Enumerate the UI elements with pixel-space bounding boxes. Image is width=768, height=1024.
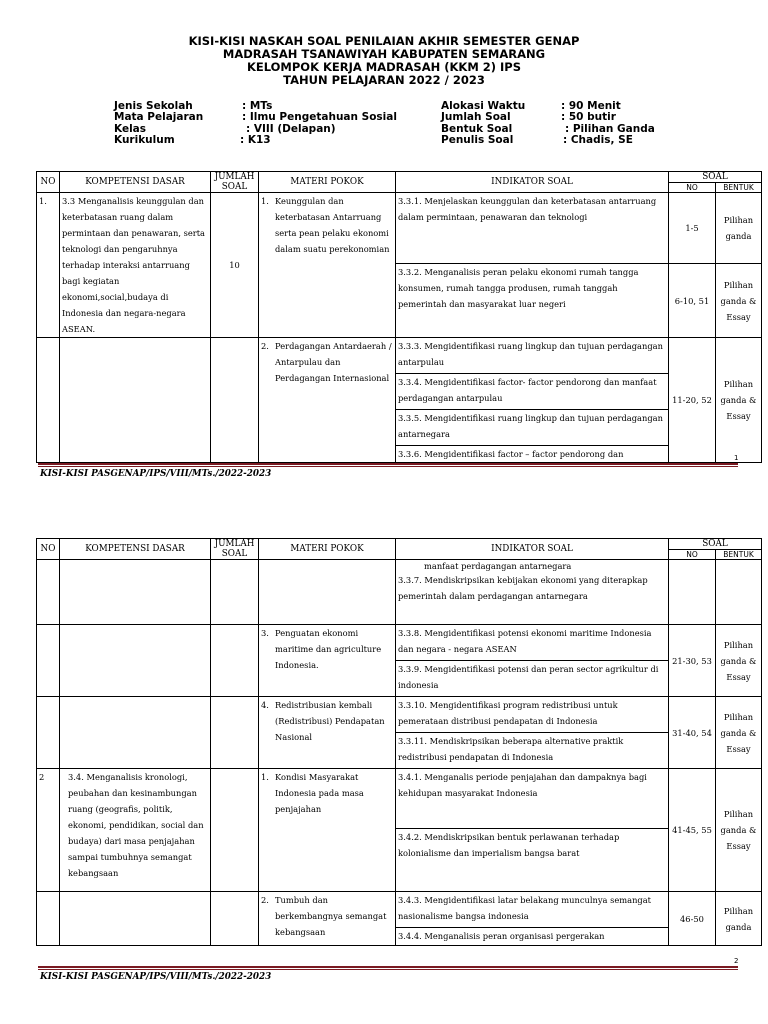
jumlah-soal xyxy=(211,338,259,463)
materi-pokok xyxy=(259,697,396,769)
info-label-jenis: Jenis Sekolah xyxy=(114,100,193,112)
indikator-text: Mengidentifikasi latar belakang munculnya semangat nasionalisme bangsa indonesia xyxy=(398,895,652,921)
indikator-number: 3.3.2. xyxy=(398,267,422,278)
info-value-jenis: : MTs xyxy=(242,100,273,112)
indikator-number: 3.3.3. xyxy=(398,341,422,351)
indikator-number: 3.3.1. xyxy=(398,196,422,206)
page-number: 1 xyxy=(734,454,739,462)
col-header-kd: KOMPETENSI DASAR xyxy=(60,172,211,193)
col-header-no: NO xyxy=(37,172,60,193)
indikator-text: Menganalisis peran organisasi pergerakan xyxy=(424,931,605,941)
row-no: 2 xyxy=(37,769,60,892)
footer-divider xyxy=(38,463,738,465)
indikator-cell xyxy=(396,560,669,625)
indikator-number: 3.3.5. xyxy=(398,413,422,423)
info-label-kurikulum: Kurikulum xyxy=(114,134,175,146)
info-value-kurikulum: : K13 xyxy=(240,134,271,146)
indikator-cell xyxy=(396,338,669,374)
col-header-soal-no: NO xyxy=(669,183,716,193)
soal-no: 11-20, 52 xyxy=(669,338,716,463)
soal-no: 31-40, 54 xyxy=(669,697,716,769)
info-value-alokasi: : 90 Menit xyxy=(561,100,621,112)
kompetensi-dasar: 3.4. Menganalisis kronologi, peubahan dan kesinambungan ruang (geografis, politik, ekonomi, pendidikan, social dan budaya) dari masa penjajahan sampai tumbuhnya semangat kebangsaan xyxy=(60,769,211,892)
col-header-soal-bentuk: BENTUK xyxy=(716,183,762,193)
indikator-text: Mengidentifikasi factor – factor pendorong dan xyxy=(424,449,624,459)
col-header-soal: SOAL xyxy=(669,172,762,183)
indikator-text: Menjelaskan keunggulan dan keterbatasan antarruang dalam permintaan, penawaran dan teknologi xyxy=(398,196,657,222)
soal-bentuk: Pilihan ganda xyxy=(716,193,762,264)
indikator-cell xyxy=(396,446,669,463)
indikator-cell xyxy=(396,661,669,697)
kisi-table-page1 xyxy=(36,171,762,463)
soal-no: 46-50 xyxy=(669,892,716,946)
soal-bentuk: Pilihan ganda & Essay xyxy=(716,697,762,769)
indikator-cell xyxy=(396,264,669,338)
soal-bentuk: Pilihan ganda xyxy=(716,892,762,946)
indikator-text: Mengidentifikasi ruang lingkup dan tujuan perdagangan antarpulau xyxy=(398,341,663,367)
col-header-materi: MATERI POKOK xyxy=(259,172,396,193)
indikator-number: 3.4.1. xyxy=(398,772,422,782)
materi-pokok xyxy=(259,560,396,625)
indikator-number: 3.4.4. xyxy=(398,931,422,941)
col-header-soal-bentuk: BENTUK xyxy=(716,550,762,560)
indikator-text: manfaat perdagangan antarnegara xyxy=(424,561,572,571)
indikator-text: Mengidentifikasi ruang lingkup dan tujuan perdagangan antarnegara xyxy=(398,413,663,439)
jumlah-soal xyxy=(211,560,259,625)
materi-pokok xyxy=(259,625,396,697)
kompetensi-dasar: 3.3 Menganalisis keunggulan dan keterbatasan ruang dalam permintaan dan penawaran, serta teknologi dan pengaruhnya terhadap interaksi antarruang bagi kegiatan ekonomi,social,budaya di Indonesia dan negara-negara ASEAN. xyxy=(60,193,211,338)
page-number: 2 xyxy=(734,957,739,965)
footer-divider-thin xyxy=(38,466,738,467)
info-value-kelas: : VIII (Delapan) xyxy=(246,123,336,135)
info-label-jumlah: Jumlah Soal xyxy=(441,111,511,123)
indikator-cell xyxy=(396,928,669,946)
col-header-soal: SOAL xyxy=(669,539,762,550)
materi-number: 1. xyxy=(261,772,269,782)
doc-title-line4: TAHUN PELAJARAN 2022 / 2023 xyxy=(283,73,485,87)
soal-no xyxy=(669,560,716,625)
doc-title-line1: KISI-KISI NASKAH SOAL PENILAIAN AKHIR SEMESTER GENAP xyxy=(188,34,580,48)
materi-text: Tumbuh dan berkembangnya semangat kebangsaan xyxy=(275,895,387,937)
indikator-cell xyxy=(396,697,669,733)
materi-pokok xyxy=(259,193,396,338)
footer-divider-thin xyxy=(38,969,738,970)
jumlah-soal xyxy=(211,625,259,697)
indikator-number: 3.4.2. xyxy=(398,832,422,842)
materi-text: Penguatan ekonomi maritime dan agriculture Indonesia. xyxy=(275,628,382,670)
col-header-kd: KOMPETENSI DASAR xyxy=(60,539,211,560)
materi-text: Kondisi Masyarakat Indonesia pada masa penjajahan xyxy=(275,772,364,814)
indikator-cell xyxy=(396,625,669,661)
indikator-text: Mendiskripsikan kebijakan ekonomi yang diterapkap pemerintah dalam perdagangan antarnegara xyxy=(398,575,648,601)
footer-divider xyxy=(38,966,738,968)
col-header-soal-no: NO xyxy=(669,550,716,560)
info-label-mapel: Mata Pelajaran xyxy=(114,111,204,123)
info-value-penulis: : Chadis, SE xyxy=(563,134,633,146)
indikator-cell xyxy=(396,892,669,928)
kompetensi-dasar xyxy=(60,560,211,625)
soal-no: 21-30, 53 xyxy=(669,625,716,697)
jumlah-soal xyxy=(211,892,259,946)
materi-number: 4. xyxy=(261,700,269,710)
materi-pokok xyxy=(259,338,396,463)
info-value-mapel: : Ilmu Pengetahuan Sosial xyxy=(242,111,397,123)
soal-no: 41-45, 55 xyxy=(669,769,716,892)
row-no xyxy=(37,338,60,463)
jumlah-soal xyxy=(211,697,259,769)
indikator-text: Menganalis periode penjajahan dan dampaknya bagi kehidupan masyarakat Indonesia xyxy=(398,772,647,798)
indikator-text: Mengidentifikasi potensi ekonomi maritime Indonesia dan negara - negara ASEAN xyxy=(398,628,652,654)
materi-number: 3. xyxy=(261,628,269,638)
row-no xyxy=(37,892,60,946)
row-no: 1. xyxy=(37,193,60,338)
soal-bentuk: Pilihan ganda & Essay xyxy=(716,264,762,338)
info-label-bentuk: Bentuk Soal xyxy=(441,123,513,135)
kompetensi-dasar xyxy=(60,338,211,463)
soal-bentuk: Pilihan ganda & Essay xyxy=(716,769,762,892)
indikator-number: 3.3.6. xyxy=(398,449,422,459)
indikator-text: Menganalisis peran pelaku ekonomi rumah tangga konsumen, rumah tangga produsen, rumah tanggah pemerintah dan masyarakat luar negeri xyxy=(398,267,639,310)
info-label-penulis: Penulis Soal xyxy=(441,134,514,146)
indikator-number: 3.3.11. xyxy=(398,736,428,746)
indikator-text: Mengidentifikasi factor- factor pendorong dan manfaat perdagangan antarpulau xyxy=(398,377,657,403)
indikator-cell xyxy=(396,374,669,410)
col-header-indikator: INDIKATOR SOAL xyxy=(396,172,669,193)
materi-text: Perdagangan Antardaerah / Antarpulau dan Perdagangan Internasional xyxy=(275,341,392,383)
row-no xyxy=(37,625,60,697)
soal-bentuk: Pilihan ganda & Essay xyxy=(716,338,762,463)
indikator-cell xyxy=(396,193,669,264)
materi-pokok xyxy=(259,769,396,892)
kompetensi-dasar xyxy=(60,625,211,697)
footer-text: KISI-KISI PASGENAP/IPS/VIII/MTs./2022-2023 xyxy=(40,972,272,982)
indikator-number: 3.3.8. xyxy=(398,628,422,638)
row-no xyxy=(37,697,60,769)
indikator-number: 3.3.4. xyxy=(398,377,422,387)
kompetensi-dasar xyxy=(60,697,211,769)
soal-bentuk: Pilihan ganda & Essay xyxy=(716,625,762,697)
col-header-no: NO xyxy=(37,539,60,560)
materi-pokok xyxy=(259,892,396,946)
soal-no: 1-5 xyxy=(669,193,716,264)
indikator-number: 3.3.10. xyxy=(398,700,428,710)
indikator-cell xyxy=(396,410,669,446)
col-header-indikator: INDIKATOR SOAL xyxy=(396,539,669,560)
materi-number: 1. xyxy=(261,196,269,206)
doc-title-line2: MADRASAH TSANAWIYAH KABUPATEN SEMARANG xyxy=(222,47,546,61)
info-label-kelas: Kelas xyxy=(114,123,147,135)
info-label-alokasi: Alokasi Waktu xyxy=(441,100,526,112)
indikator-number: 3.4.3. xyxy=(398,895,422,905)
jumlah-soal: 10 xyxy=(211,193,259,338)
indikator-cell xyxy=(396,829,669,892)
doc-title-line3: KELOMPOK KERJA MADRASAH (KKM 2) IPS xyxy=(246,60,522,74)
indikator-number: 3.3.7. xyxy=(398,575,422,585)
indikator-text: Mengidentifikasi program redistribusi untuk pemerataan distribusi pendapatan di Indonesia xyxy=(398,700,618,726)
row-no xyxy=(37,560,60,625)
materi-number: 2. xyxy=(261,895,269,905)
indikator-text: Mendiskripsikan bentuk perlawanan terhadap kolonialisme dan imperialism bangsa barat xyxy=(398,832,620,858)
col-header-jumlah: JUMLAH SOAL xyxy=(211,172,259,193)
col-header-materi: MATERI POKOK xyxy=(259,539,396,560)
soal-no: 6-10, 51 xyxy=(669,264,716,338)
footer-text: KISI-KISI PASGENAP/IPS/VIII/MTs./2022-2023 xyxy=(40,469,272,479)
jumlah-soal xyxy=(211,769,259,892)
soal-bentuk xyxy=(716,560,762,625)
materi-text: Redistribusian kembali (Redistribusi) Pendapatan Nasional xyxy=(275,700,385,742)
info-value-jumlah: : 50 butir xyxy=(561,111,616,123)
kompetensi-dasar xyxy=(60,892,211,946)
indikator-cell xyxy=(396,769,669,829)
materi-text: Keunggulan dan keterbatasan Antarruang serta pean pelaku ekonomi dalam suatu perekonomian xyxy=(275,196,390,254)
indikator-cell xyxy=(396,733,669,769)
indikator-text: Mendiskripsikan beberapa alternative praktik redistribusi pendapatan di Indonesia xyxy=(398,736,624,762)
indikator-text: Mengidentifikasi potensi dan peran sector agrikultur di indonesia xyxy=(398,664,659,690)
indikator-number: 3.3.9. xyxy=(398,664,422,674)
col-header-jumlah: JUMLAH SOAL xyxy=(211,539,259,560)
kisi-table-page2 xyxy=(36,538,762,946)
info-value-bentuk: : Pilihan Ganda xyxy=(565,123,655,135)
materi-number: 2. xyxy=(261,341,269,351)
